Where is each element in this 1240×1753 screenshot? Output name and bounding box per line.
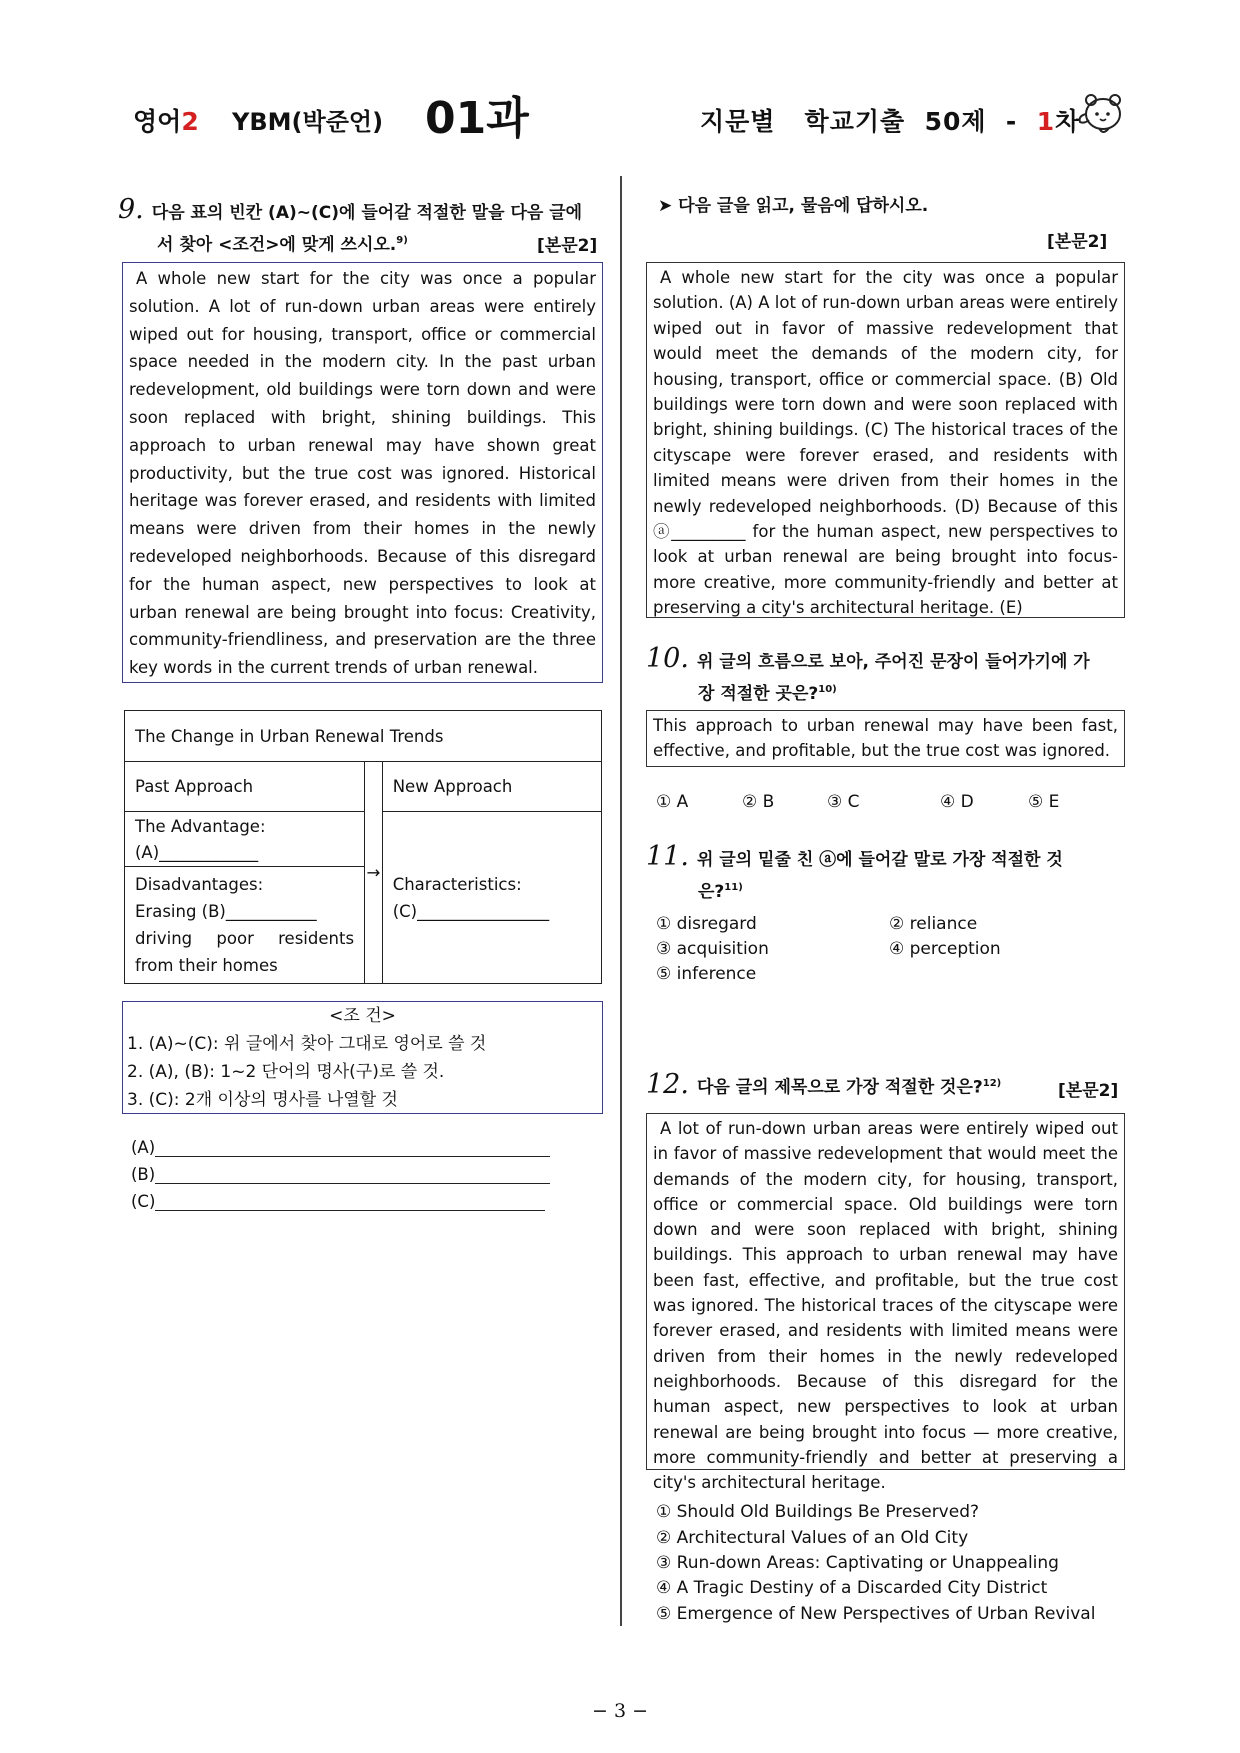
- blank-b: Erasing (B)___________: [135, 902, 317, 921]
- urban-renewal-table: [124, 710, 602, 984]
- q12-option-1[interactable]: ① Should Old Buildings Be Preserved?: [656, 1502, 980, 1522]
- q9-instruction: 9. 다음 표의 빈칸 (A)~(C)에 들어갈 적절한 말을 다음 글에 서 찾아 <조건>에 맞게 쓰시오.$^{9)}$: [118, 194, 583, 255]
- q10-option-2[interactable]: ② B: [742, 792, 775, 812]
- q10-given-sentence: This approach to urban renewal may have been fast, effective, and profitable, but the true cost was ignored.: [646, 710, 1125, 767]
- publisher-label: YBM(박준언): [232, 108, 384, 136]
- q10-option-3[interactable]: ③ C: [827, 792, 860, 812]
- q11-option-5[interactable]: ⑤ inference: [656, 964, 757, 984]
- conditions-box: [122, 1001, 603, 1114]
- blank-c: (C)________________: [392, 901, 550, 921]
- q12-option-3[interactable]: ③ Run-down Areas: Captivating or Unappealing: [656, 1553, 1059, 1573]
- page-header: [0, 78, 1240, 148]
- q10-option-1[interactable]: ① A: [656, 792, 689, 812]
- bear-mascot-icon: [1075, 88, 1127, 140]
- lesson-label: 01과: [425, 93, 529, 144]
- answer-line-b[interactable]: (B): [131, 1165, 550, 1184]
- answer-line-c[interactable]: (C): [131, 1192, 545, 1211]
- condition-2: 2. (A), (B): 1~2 단어의 명사(구)로 쓸 것.: [127, 1062, 445, 1082]
- column-divider: [620, 176, 622, 1626]
- q11-option-4[interactable]: ④ perception: [889, 939, 1001, 959]
- table-arrow: →: [365, 762, 383, 984]
- characteristics-label: Characteristics:: [392, 874, 522, 894]
- subject-label: 영어2: [133, 107, 199, 136]
- answer-line-a[interactable]: (A): [131, 1138, 550, 1157]
- q11-option-3[interactable]: ③ acquisition: [656, 939, 769, 959]
- q11-instruction: 11. 위 글의 밑줄 친 ⓐ에 들어갈 말로 가장 적절한 것 은?$^{11)}$: [646, 841, 1063, 902]
- table-advantage: [125, 812, 365, 867]
- condition-3: 3. (C): 2개 이상의 명사를 나열할 것: [127, 1090, 398, 1110]
- table-header-new: New Approach: [382, 762, 601, 812]
- table-disadvantages: [125, 867, 365, 984]
- q12-option-4[interactable]: ④ A Tragic Destiny of a Discarded City District: [656, 1578, 1048, 1598]
- q11-option-1[interactable]: ① disregard: [656, 914, 757, 934]
- table-title: The Change in Urban Renewal Trends: [125, 711, 602, 762]
- q12-passage: A lot of run-down urban areas were entirely wiped out in favor of massive redevelopment that would meet the demands of the modern city, for housing, transport, office or commercial space. Old buildings were torn down and were soon replaced with bright, shining buildings. This approach to urban renewal may have been fast, effective, and profitable, but the true cost was ignored. The historical traces of the cityscape were forever erased, and residents with limited means were driven from their homes in the newly redeveloped neighborhoods. Because of this disregard for the human aspect, new perspectives to look at urban renewal are being brought into focus — more creative, more community-friendly and better at preserving a city's architectural heritage.: [646, 1113, 1125, 1470]
- q10-option-4[interactable]: ④ D: [940, 792, 974, 812]
- right-source-tag: [본문2]: [1047, 232, 1108, 252]
- q10-instruction: 10. 위 글의 흐름으로 보아, 주어진 문장이 들어가기에 가 장 적절한 곳은?$^{10)}$: [646, 643, 1090, 704]
- q11-option-2[interactable]: ② reliance: [889, 914, 978, 934]
- q9-passage: A whole new start for the city was once a popular solution. A lot of run-down urban areas were entirely wiped out for housing, transport, office or commercial space needed in the modern city. In the past urban redevelopment, old buildings were torn down and were soon replaced with bright, shining buildings. This approach to urban renewal may have shown great productivity, but the true cost was ignored. Historical heritage was forever erased, and residents with limited means were driven from their homes in the newly redeveloped neighborhoods. Because of this disregard for the human aspect, new perspectives to look at urban renewal are being brought into focus: Creativity, community-friendliness, and preservation are the three key words in the current trends of urban renewal.: [122, 262, 603, 683]
- disadvantage-text: driving poor residents from their homes: [135, 929, 355, 975]
- q12-option-5[interactable]: ⑤ Emergence of New Perspectives of Urban Revival: [656, 1604, 1096, 1624]
- table-header-past: Past Approach: [125, 762, 365, 812]
- q12-instruction: 12. 다음 글의 제목으로 가장 적절한 것은?$^{12)}$: [646, 1068, 1002, 1100]
- conditions-title: <조 건>: [329, 1006, 396, 1026]
- worksheet-title: 지문별 학교기출 50제 - 1차: [700, 107, 1081, 136]
- table-characteristics: [382, 812, 601, 984]
- passage-intro: ➤ 다음 글을 읽고, 물음에 답하시오.: [658, 196, 929, 216]
- q12-option-2[interactable]: ② Architectural Values of an Old City: [656, 1528, 969, 1548]
- advantage-label: The Advantage:: [135, 817, 266, 836]
- q12-source-tag: [본문2]: [1058, 1081, 1119, 1101]
- q9-source-tag: [본문2]: [537, 236, 598, 256]
- q10-option-5[interactable]: ⑤ E: [1028, 792, 1060, 812]
- shared-passage: A whole new start for the city was once a popular solution. (A) A lot of run-down urban areas were entirely wiped out in favor of massive redevelopment that would meet the demands of the modern city, for housing, transport, office or commercial space. (B) Old buildings were torn down and were soon replaced with bright, shining buildings. (C) The historical traces of the cityscape were forever erased, and residents with limited means were driven from their homes in the newly redeveloped neighborhoods. (D) Because of this ⓐ_________ for the human aspect, new perspectives to look at urban renewal are being brought into focus-more creative, more community-friendly and better at preserving a city's architectural heritage. (E): [646, 262, 1125, 618]
- page-number: − 3 −: [591, 1700, 648, 1722]
- blank-a: (A)____________: [135, 843, 259, 862]
- disadvantages-label: Disadvantages:: [135, 875, 264, 894]
- condition-1: 1. (A)~(C): 위 글에서 찾아 그대로 영어로 쓸 것: [127, 1034, 487, 1054]
